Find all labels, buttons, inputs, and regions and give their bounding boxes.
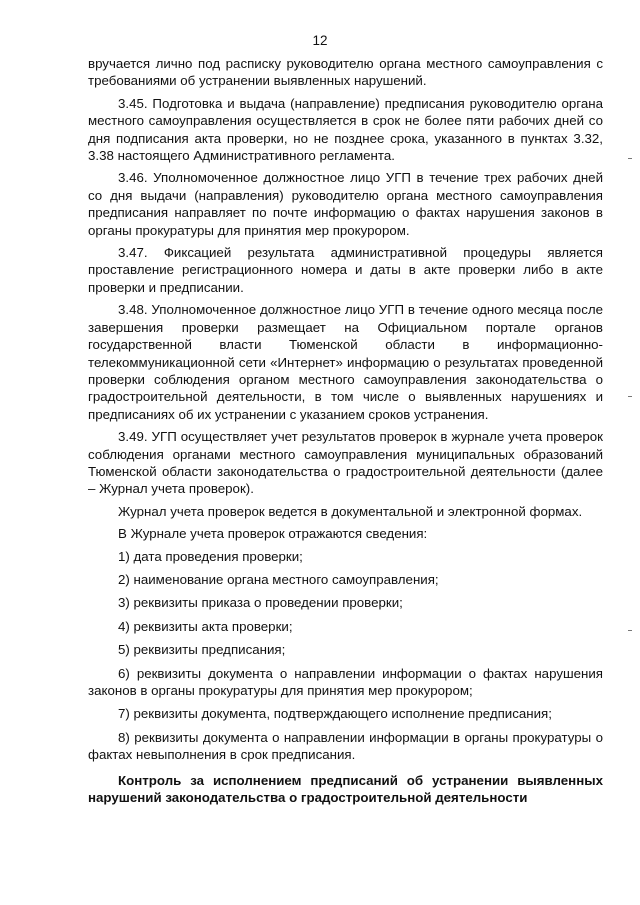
list-item-8: 8) реквизиты документа о направлении информации в органы прокуратуры о фактах невыполнения в срок предписания.	[88, 729, 603, 763]
margin-mark	[628, 630, 632, 631]
list-item-5: 5) реквизиты предписания;	[118, 642, 286, 658]
list-item-2: 2) наименование органа местного самоуправления;	[118, 571, 439, 587]
document-body	[88, 55, 603, 811]
list-item-7: 7) реквизиты документа, подтверждающего исполнение предписания;	[118, 706, 552, 722]
list-item-6: 6) реквизиты документа о направлении информации о фактах нарушения законов в органы прокуратуры для принятия мер прокурором;	[88, 665, 603, 698]
paragraph-continuation: вручается лично под расписку руководителю органа местного самоуправления с требованиями об устранении выявленных нарушений.	[88, 56, 603, 89]
margin-mark	[628, 396, 632, 397]
paragraph-3-45: 3.45. Подготовка и выдача (направление) предписания руководителю органа местного самоуправления осуществляется в срок не более пяти рабочих дней со дня подписания акта проверки, но не позднее срока, указанного в пунктах 3.32, 3.38 настоящего Административного регламента.	[88, 95, 603, 164]
paragraph-3-47: 3.47. Фиксацией результата административной процедуры является проставление регистрационного номера и даты в акте проверки либо в акте проверки и предписании.	[88, 245, 603, 295]
section-heading: Контроль за исполнением предписаний об устранении выявленных нарушений законодательства о градостроительной деятельности	[88, 772, 603, 806]
list-item-4: 4) реквизиты акта проверки;	[118, 618, 293, 634]
list-item-1: 1) дата проведения проверки;	[118, 548, 303, 564]
page-number: 12	[312, 33, 328, 48]
list-item-3: 3) реквизиты приказа о проведении проверки;	[118, 595, 403, 611]
margin-mark	[628, 158, 632, 159]
paragraph-journal-contents: В Журнале учета проверок отражаются сведения:	[118, 526, 428, 542]
paragraph-journal-forms: Журнал учета проверок ведется в документальной и электронной формах.	[118, 503, 583, 519]
paragraph-3-49: 3.49. УГП осуществляет учет результатов проверок в журнале учета проверок соблюдения органами местного самоуправления муниципальных образований Тюменской области законодательства о градостроительной деятельности (далее – Журнал учета проверок).	[88, 429, 603, 497]
paragraph-3-48: 3.48. Уполномоченное должностное лицо УГП в течение одного месяца после завершения проверки размещает на Официальном портале органов государственной власти Тюменской области в информационно-телекоммуникационной сети «Интернет» информацию о результатах проведенной проверки соблюдения органом местного самоуправления законодательства о градостроительной деятельности, в том числе о выявленных нарушениях и предписаниях об их устранении с указанием сроков устранения.	[88, 302, 603, 422]
paragraph-3-46: 3.46. Уполномоченное должностное лицо УГП в течение трех рабочих дней со дня выдачи (направления) руководителю органа местного самоуправления предписания направляет по почте информацию о фактах нарушения законов в органы прокуратуры для принятия мер прокурором.	[88, 170, 603, 238]
